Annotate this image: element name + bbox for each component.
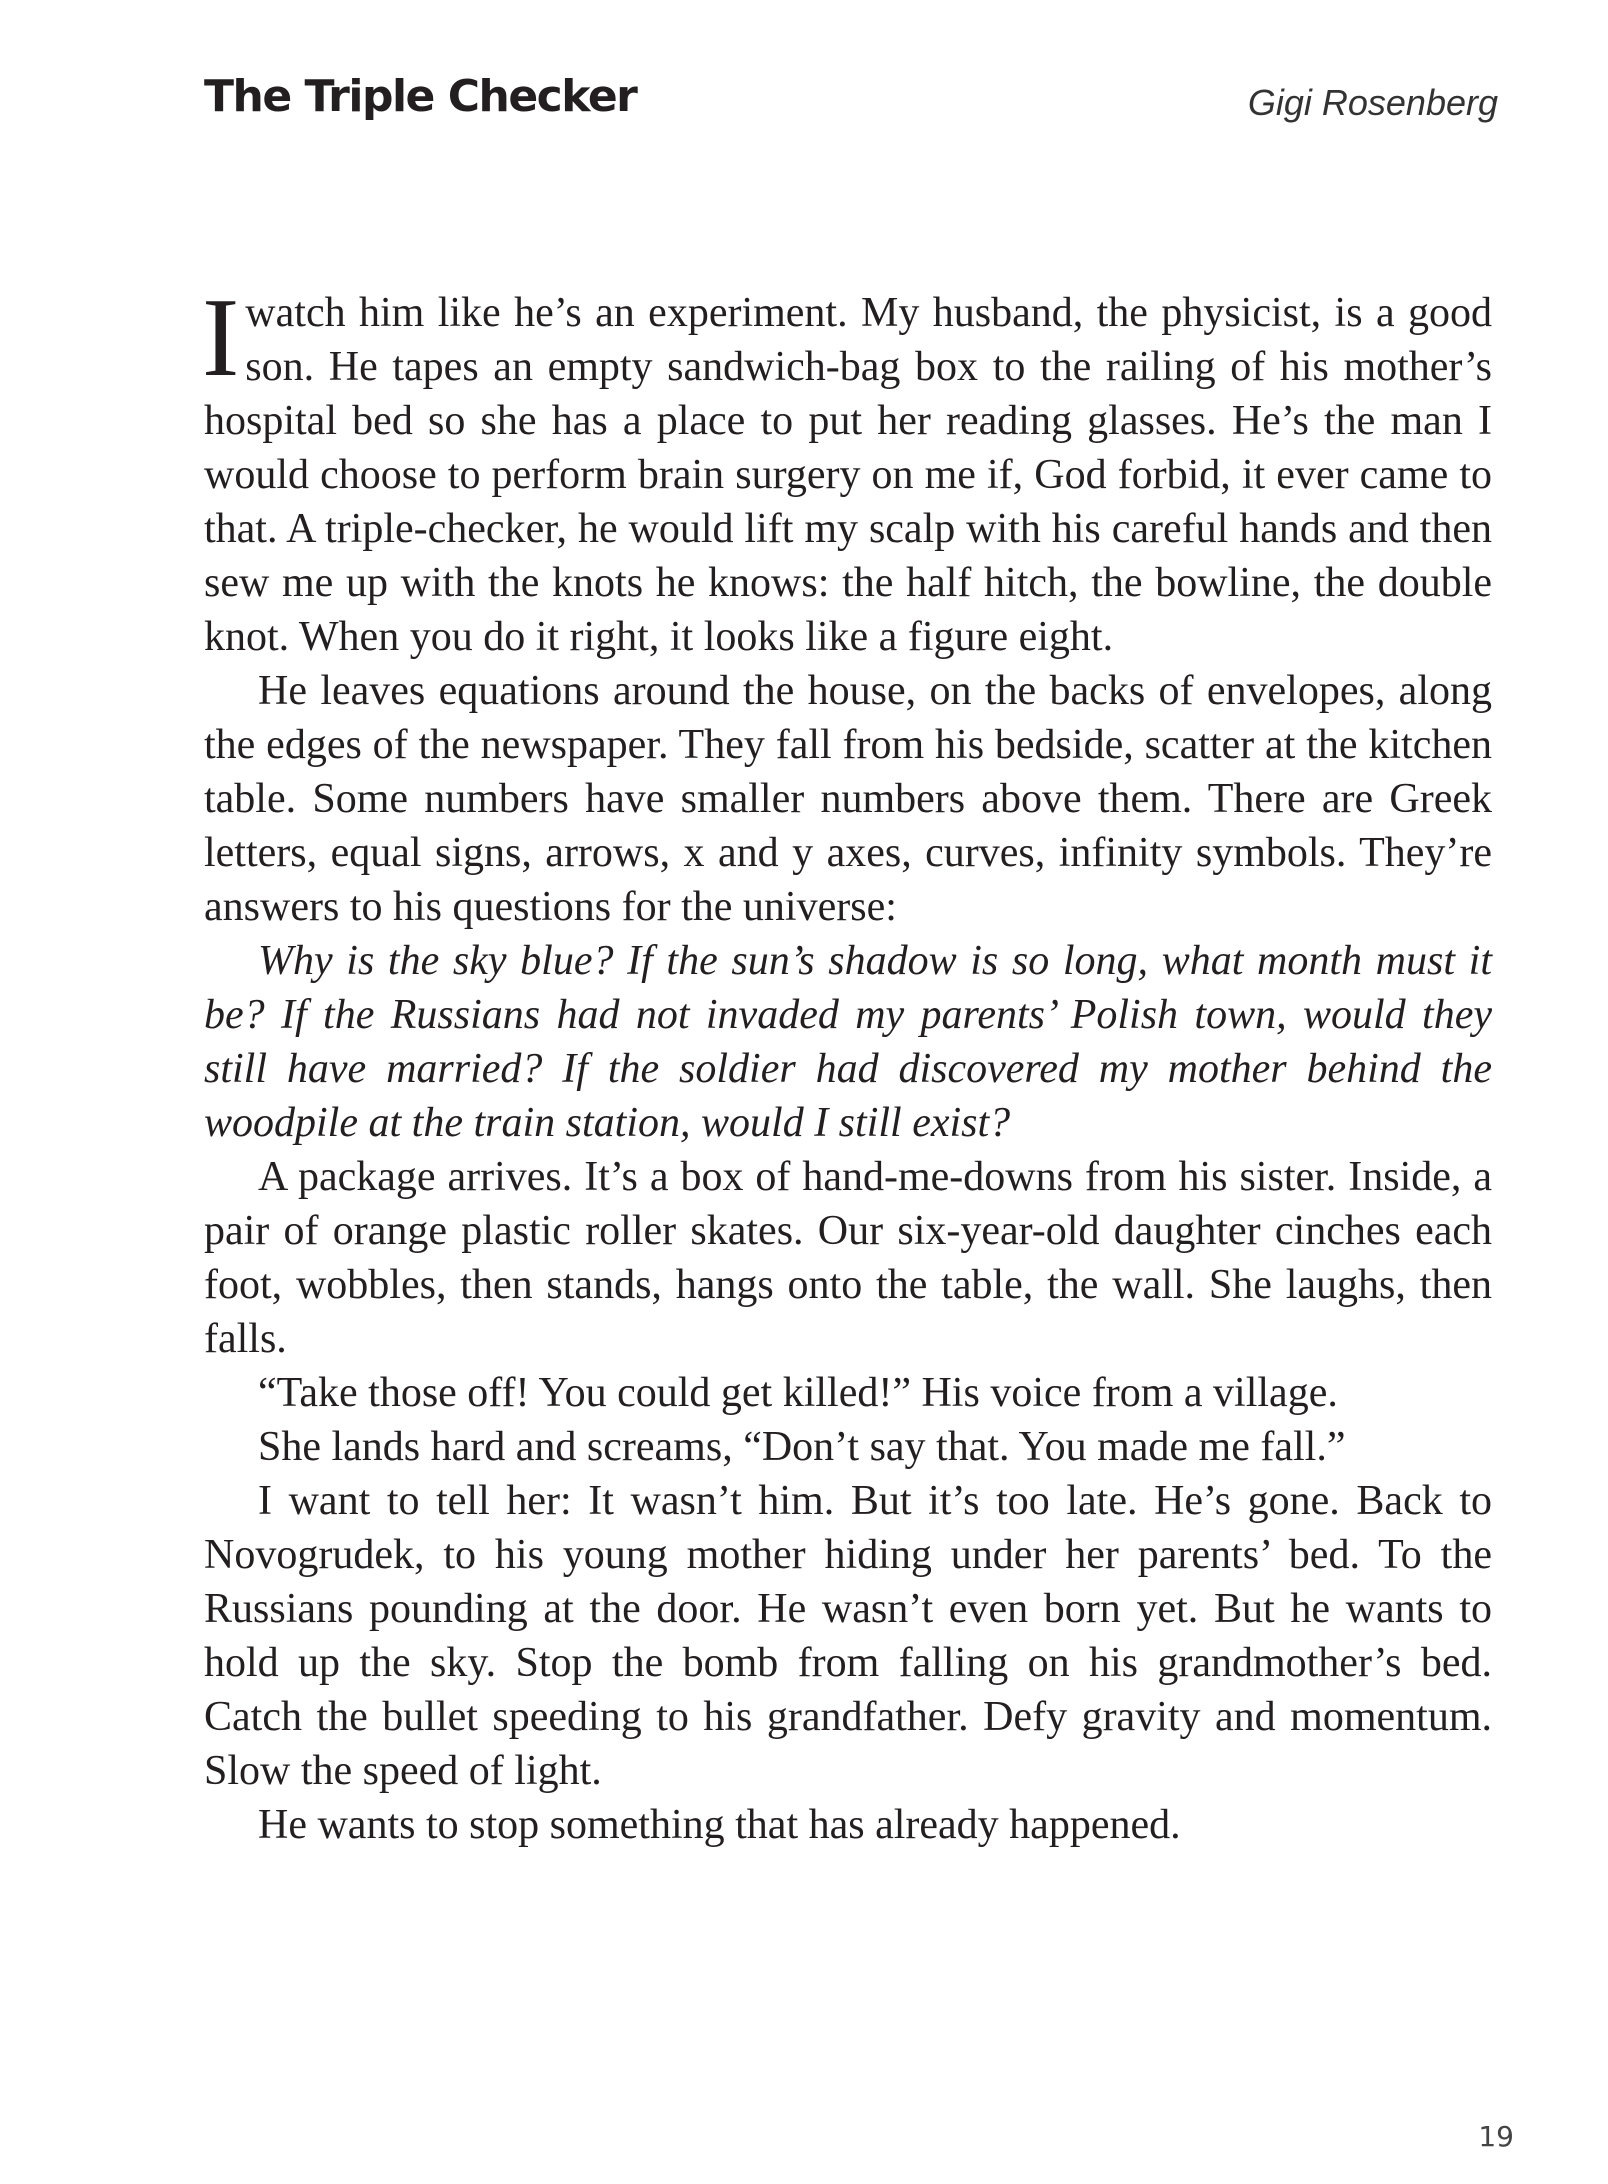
page-number: 19 [1478, 2120, 1514, 2153]
paragraph-5: “Take those off! You could get killed!” His voice from a village. [258, 1370, 1338, 1416]
paragraph-6: She lands hard and screams, “Don’t say that. You made me fall.” [258, 1424, 1346, 1470]
paragraph-1 [202, 276, 1492, 664]
paragraph-8: He wants to stop something that has already happened. [258, 1802, 1181, 1848]
paragraph-3-italic-questions: Why is the sky blue? If the sun’s shadow is so long, what month must it be? If the Russians had not invaded my parents’ Polish town, would they still have married? If the soldier had discovered my mother behind the woodpile at the train station, would I still exist? [204, 938, 1492, 1146]
paragraph-4: A package arrives. It’s a box of hand-me-downs from his sister. Inside, a pair of orange plastic roller skates. Our six-year-old daughter cinches each foot, wobbles, then stands, hangs onto the table, the wall. She laughs, then falls. [204, 1154, 1492, 1362]
paragraph-7: I want to tell her: It wasn’t him. But it’s too late. He’s gone. Back to Novogrudek, to his young mother hiding under her parents’ bed. To the Russians pounding at the door. He wasn’t even born yet. But he wants to hold up the sky. Stop the bomb from falling on his grandmother’s bed. Catch the bullet speeding to his grandfather. Defy gravity and momentum. Slow the speed of light. [204, 1478, 1492, 1794]
running-header [204, 62, 1498, 132]
story-title: The Triple Checker [204, 71, 637, 122]
paragraph-1-text: watch him like he’s an experiment. My husband, the physicist, is a good son. He tapes an empty sandwich-bag box to the railing of his mother’s hospital bed so she has a place to put her reading glasses. He’s the man I would choose to perform brain surgery on me if, God forbid, it ever came to that. A triple-checker, he would lift my scalp with his careful hands and then sew me up with the knots he knows: the half hitch, the bowline, the double knot. When you do it right, it looks like a figure eight. [204, 290, 1492, 660]
author-name: Gigi Rosenberg [1247, 82, 1498, 123]
story-body [202, 276, 1492, 1852]
drop-cap: I [202, 276, 240, 400]
paragraph-2: He leaves equations around the house, on the backs of envelopes, along the edges of the newspaper. They fall from his bedside, scatter at the kitchen table. Some numbers have smaller numbers above them. There are Greek letters, equal signs, arrows, x and y axes, curves, infinity symbols. They’re answers to his questions for the universe: [204, 668, 1492, 930]
